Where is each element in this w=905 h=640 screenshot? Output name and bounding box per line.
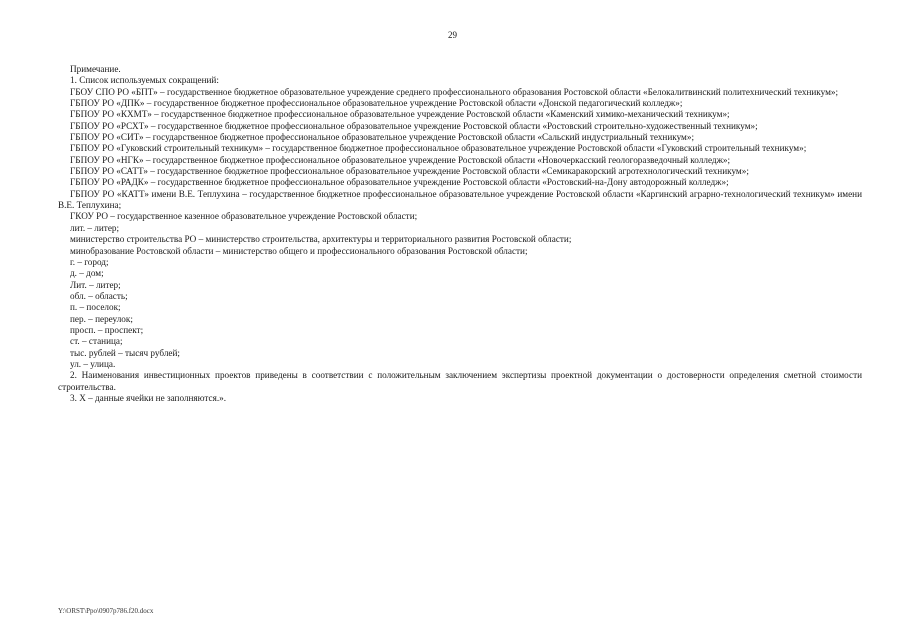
abbreviation-item: министерство строительства РО – министерство строительства, архитектуры и территориального развития Ростовской области; <box>70 234 572 245</box>
abbreviation-item: г. – город; <box>70 256 109 267</box>
abbreviation-item: ГБПОУ РО «КАТТ» имени В.Е. Теплухина – государственное бюджетное профессиональное образовательное учреждение Ростовской области «Каргинский аграрно-технологический техникум» имени В.Е. Теплухина; <box>58 188 862 211</box>
file-path-footer: Y:\ORST\Ppo\0907p786.f20.docx <box>58 607 154 615</box>
abbreviation-item: просп. – проспект; <box>70 324 144 335</box>
abbreviation-item: ст. – станица; <box>70 336 123 347</box>
abbreviation-item: ГБПОУ РО «НГК» – государственное бюджетное профессиональное образовательное учреждение Ростовской области «Новочеркасский геологоразведочный колледж»; <box>70 154 731 165</box>
abbreviation-item: минобразование Ростовской области – министерство общего и профессионального образования Ростовской области; <box>70 245 528 256</box>
note-item-2: 2. Наименования инвестиционных проектов приведены в соответствии с положительным заключением экспертизы проектной документации о достоверности определения сметной стоимости строительства. <box>58 370 862 392</box>
abbreviation-item: тыс. рублей – тысяч рублей; <box>70 347 180 358</box>
abbreviation-item: ГБПОУ РО «РАДК» – государственное бюджетное профессиональное образовательное учреждение Ростовской области «Ростовский-на-Дону автодорожный колледж»; <box>70 177 729 188</box>
abbreviation-item: д. – дом; <box>70 268 104 279</box>
abbreviations-title: 1. Список используемых сокращений: <box>70 75 219 86</box>
page-number: 29 <box>448 30 457 40</box>
abbreviation-item: ГБПОУ РО «ДПК» – государственное бюджетное профессиональное образовательное учреждение Ростовской области «Донской педагогический колледж»; <box>70 98 683 109</box>
abbreviation-item: ГБПОУ РО «Гуковский строительный техникум» – государственное бюджетное профессиональное образовательное учреждение Ростовской области «Гуковский строительный техникум»; <box>70 143 807 154</box>
abbreviation-item: ГБОУ СПО РО «БПТ» – государственное бюджетное образовательное учреждение среднего профессионального образования Ростовской области «Белокалитвинский политехнический техникум»; <box>70 86 839 97</box>
abbreviation-item: обл. – область; <box>70 290 128 301</box>
abbreviation-item: Лит. – литер; <box>70 279 121 290</box>
note-block <box>58 64 862 404</box>
abbreviation-item: ГБПОУ РО «САТТ» – государственное бюджетное профессиональное образовательное учреждение Ростовской области «Семикаракорский агротехнологический техникум»; <box>70 166 749 177</box>
abbreviation-item: лит. – литер; <box>70 222 120 233</box>
note-item-3: 3. Х – данные ячейки не заполняются.». <box>70 392 227 403</box>
abbreviation-item: ГКОУ РО – государственное казенное образовательное учреждение Ростовской области; <box>70 211 418 222</box>
abbreviation-item: ул. – улица. <box>70 358 116 369</box>
note-heading: Примечание. <box>70 64 121 74</box>
abbreviation-item: ГБПОУ РО «СИТ» – государственное бюджетное профессиональное образовательное учреждение Ростовской области «Сальский индустриальный техникум»; <box>70 132 695 143</box>
abbreviation-item: пер. – переулок; <box>70 313 133 324</box>
abbreviation-item: п. – поселок; <box>70 302 121 313</box>
abbreviation-item: ГБПОУ РО «КХМТ» – государственное бюджетное профессиональное образовательное учреждение Ростовской области «Каменский химико-механический техникум»; <box>70 109 730 120</box>
abbreviation-item: ГБПОУ РО «РСХТ» – государственное бюджетное профессиональное образовательное учреждение Ростовской области «Ростовский строительно-художественный техникум»; <box>70 120 758 131</box>
